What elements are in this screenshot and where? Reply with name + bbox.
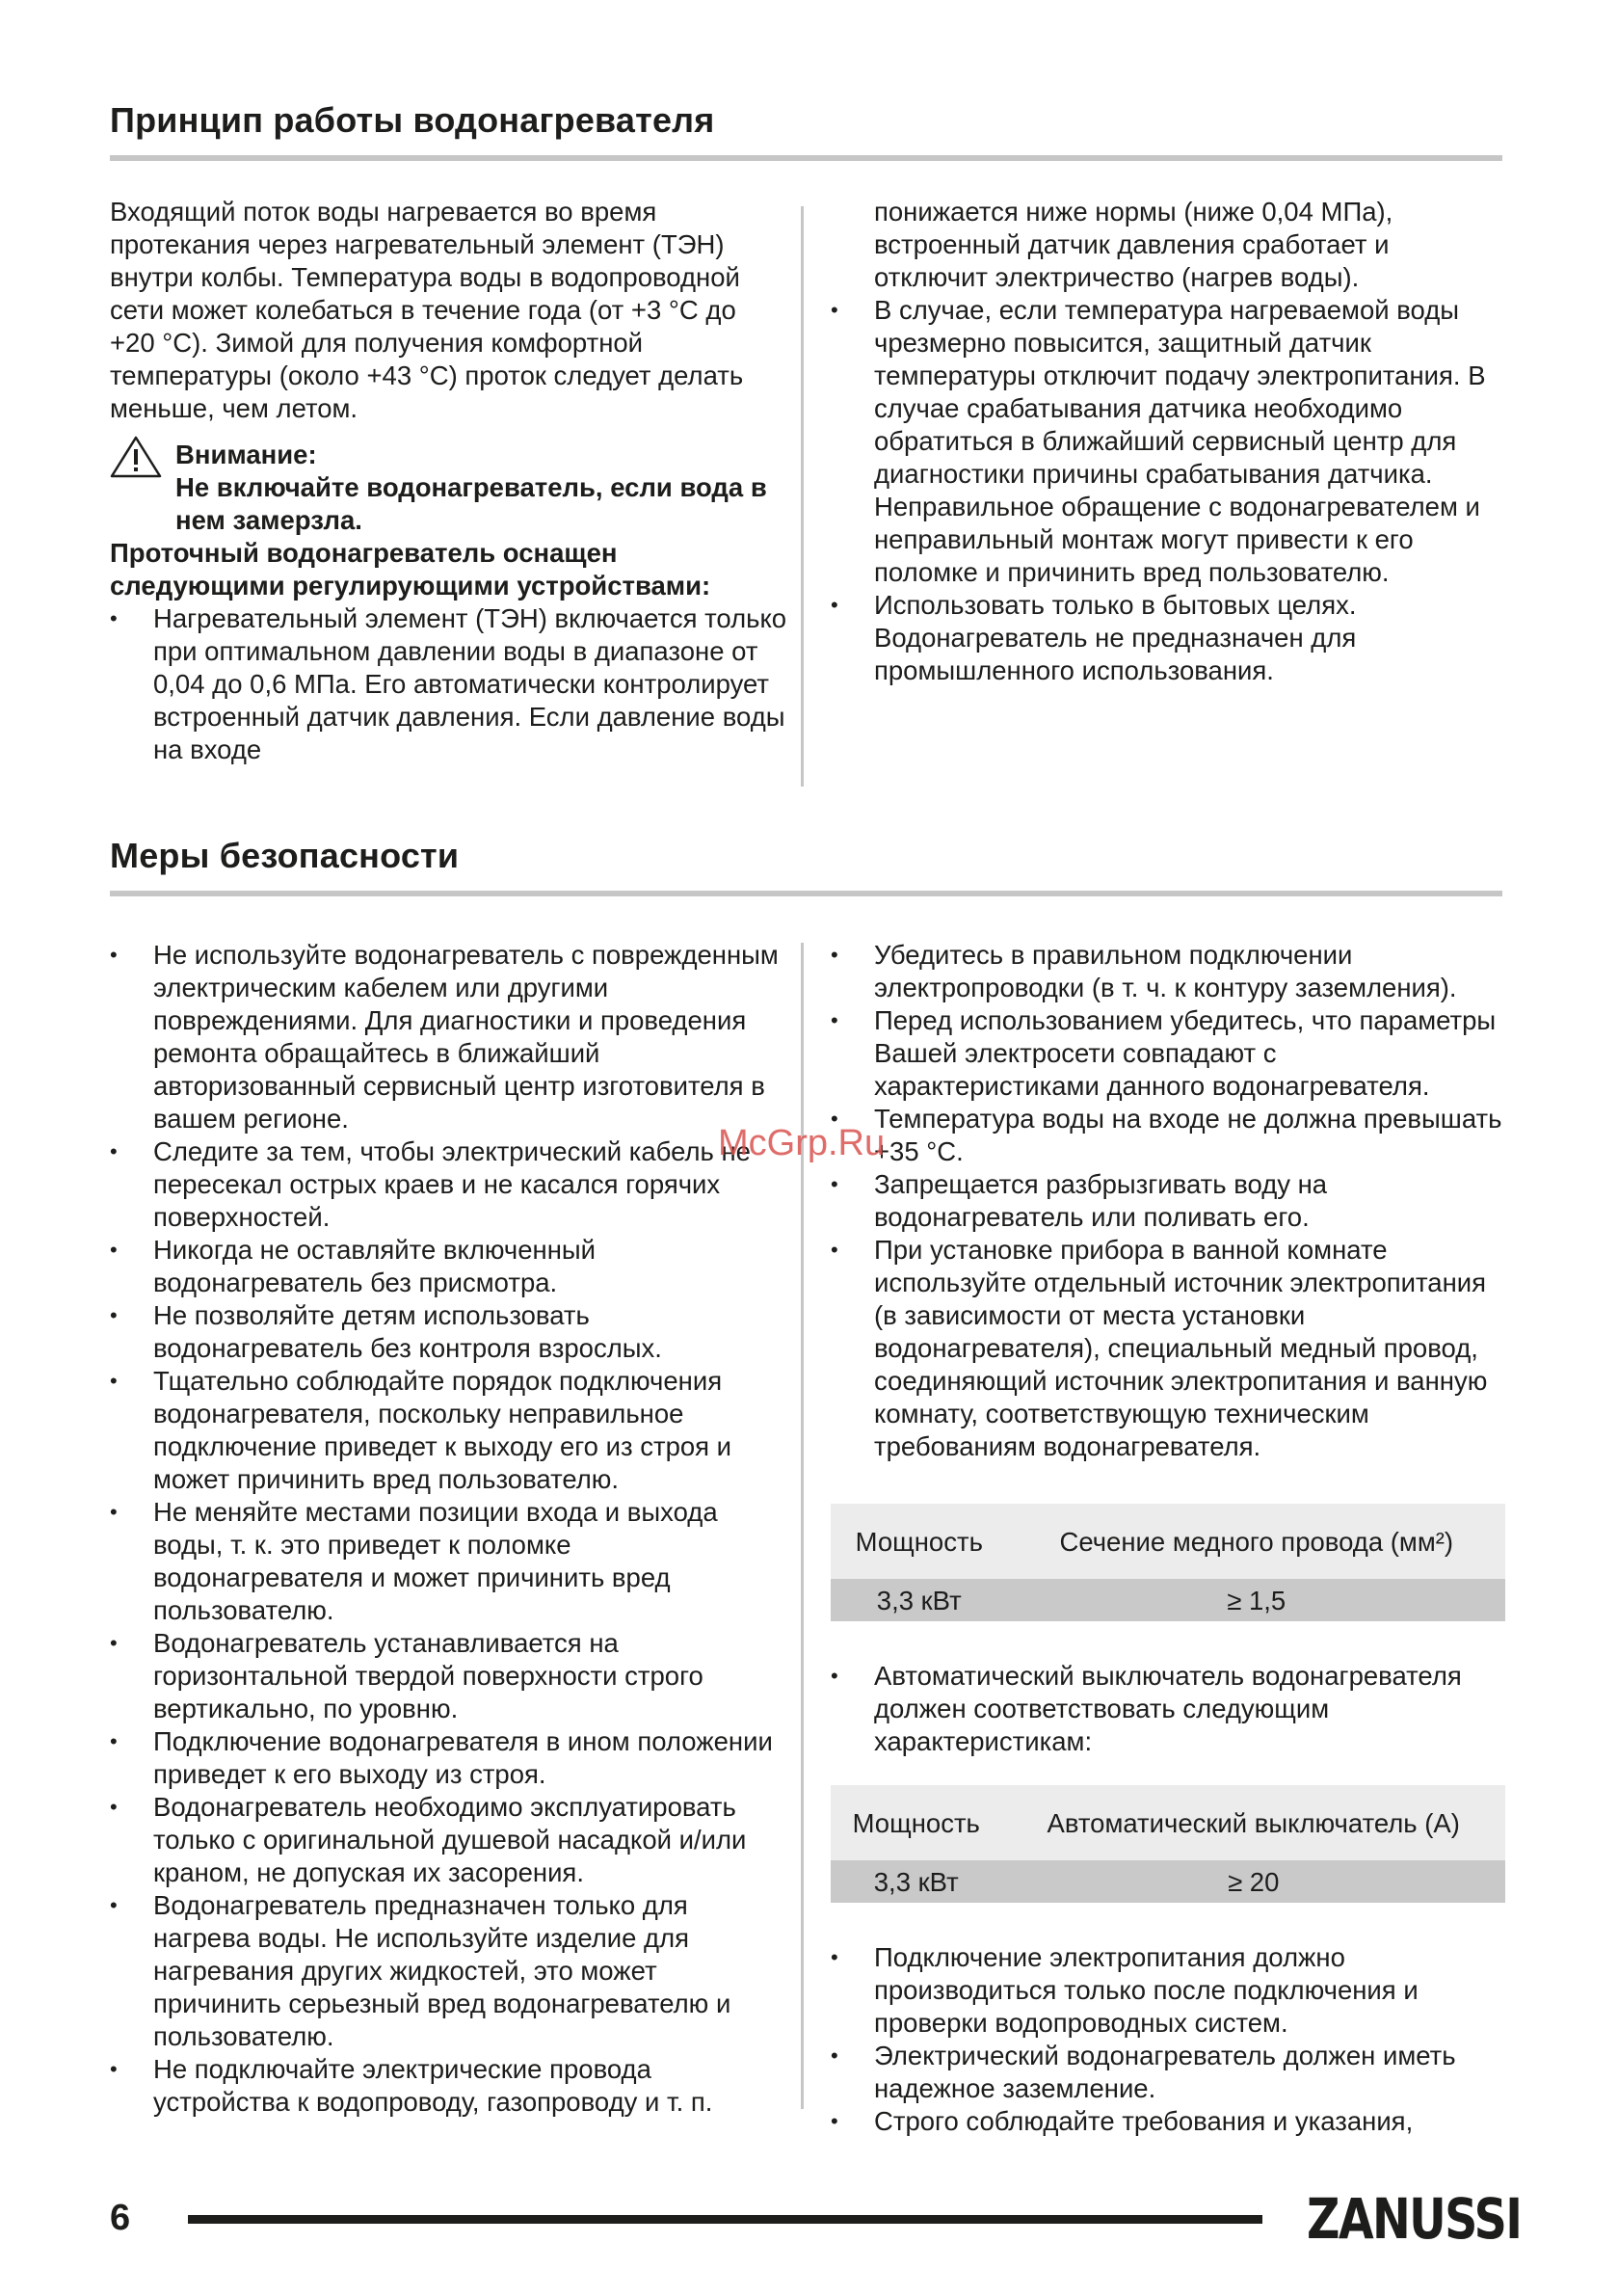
table-header-row: [831, 1504, 1505, 1579]
safety-list-right: [831, 939, 1508, 1463]
list-item: • Автоматический выключатель водонагревателя должен соответствовать следующим характеристикам:: [831, 1660, 1508, 1758]
table-header-power: Мощность: [831, 1504, 1008, 1579]
table-header-breaker: Автоматический выключатель (А): [1001, 1785, 1505, 1860]
column-divider: [801, 943, 804, 2109]
list-item: • Не меняйте местами позиции входа и выхода воды, т. к. это приведет к поломке водонагревателя и может причинить вред пользователю.: [110, 1496, 788, 1627]
list-item: • Электрический водонагреватель должен иметь надежное заземление.: [831, 2040, 1508, 2105]
section-rule: [110, 891, 1502, 896]
brand-logo: ZANUSSI: [1307, 2186, 1522, 2252]
safety-left-column: [110, 939, 788, 2119]
continuation-text: понижается ниже нормы (ниже 0,04 МПа), встроенный датчик давления сработает и отключит электричество (нагрев воды).: [874, 197, 1393, 292]
watermark: McGrp.Ru: [718, 1123, 886, 1163]
table-cell-breaker: ≥ 20: [1001, 1860, 1505, 1903]
wire-section-table: [831, 1504, 1505, 1621]
safety-list-right-continued: [831, 1941, 1508, 2138]
list-item: • Использовать только в бытовых целях. Водонагреватель не предназначен для промышленного использования.: [831, 589, 1508, 687]
list-item: • Запрещается разбрызгивать воду на водонагреватель или поливать его.: [831, 1168, 1508, 1234]
breaker-table: [831, 1785, 1505, 1903]
list-item: • Не позволяйте детям использовать водонагреватель без контроля взрослых.: [110, 1299, 788, 1365]
list-item: • Водонагреватель устанавливается на горизонтальной твердой поверхности строго вертикально, по уровню.: [110, 1627, 788, 1725]
intro-paragraph: Входящий поток воды нагревается во время протекания через нагревательный элемент (ТЭН) внутри колбы. Температура воды в водопроводной сети может колебаться в течение года (от +3 °C до +20 °C). Зимой для получения комфортной температуры (около +43 °C) проток следует делать меньше, чем летом.: [110, 197, 744, 423]
warning-icon: [110, 435, 162, 479]
list-item: • Убедитесь в правильном подключении электропроводки (в т. ч. к контуру заземления).: [831, 939, 1508, 1004]
safety-right-column: [831, 939, 1508, 2138]
warning-block: [110, 439, 788, 537]
footer-rule: [188, 2215, 1262, 2224]
breaker-list: [831, 1660, 1508, 1758]
list-item: • Никогда не оставляйте включенный водонагреватель без присмотра.: [110, 1234, 788, 1299]
table-cell-power: 3,3 кВт: [831, 1860, 1001, 1903]
section-title-safety: Меры безопасности: [110, 836, 460, 875]
list-item: • Нагревательный элемент (ТЭН) включается только при оптимальном давлении воды в диапазоне от 0,04 до 0,6 МПа. Его автоматически контролирует встроенный датчик давления. Если давление воды на входе: [110, 602, 788, 766]
table-cell-power: 3,3 кВт: [831, 1579, 1008, 1621]
list-item: • Не используйте водонагреватель с поврежденным электрическим кабелем или другими повреждениями. Для диагностики и проведения ремонта обращайтесь в ближайший авторизованный сервисный центр изготовителя в вашем регионе.: [110, 939, 788, 1135]
page-number: 6: [110, 2198, 131, 2238]
table-cell-wire-section: ≥ 1,5: [1008, 1579, 1505, 1621]
list-item: • Тщательно соблюдайте порядок подключения водонагревателя, поскольку неправильное подключение приведет к выходу его из строя и может причинить вред пользователю.: [110, 1365, 788, 1496]
table-header-power: Мощность: [831, 1785, 1001, 1860]
section-title-principle: Принцип работы водонагревателя: [110, 100, 715, 140]
devices-heading: Проточный водонагреватель оснащен следующими регулирующими устройствами:: [110, 538, 711, 601]
list-item: • Перед использованием убедитесь, что параметры Вашей электросети совпадают с характеристиками данного водонагревателя.: [831, 1004, 1508, 1103]
table-header-row: [831, 1785, 1505, 1860]
table-row: [831, 1579, 1505, 1621]
principle-right-column: [831, 196, 1508, 687]
devices-list: [110, 602, 788, 766]
principle-left-column: [110, 196, 788, 766]
warning-label: Внимание:: [175, 440, 317, 469]
list-item: • Водонагреватель необходимо эксплуатировать только с оригинальной душевой насадкой и/или краном, не допуская их засорения.: [110, 1791, 788, 1889]
list-item: • В случае, если температура нагреваемой воды чрезмерно повысится, защитный датчик температуры отключит подачу электропитания. В случае срабатывания датчика необходимо обратиться в ближайший сервисный центр для диагностики причины срабатывания датчика. Неправильное обращение с водонагревателем и неправильный монтаж могут привести к его поломке и причинить вред пользователю.: [831, 294, 1508, 589]
list-item: • Не подключайте электрические провода устройства к водопроводу, газопроводу и т. п.: [110, 2053, 788, 2119]
list-item: • Подключение электропитания должно производиться только после подключения и проверки водопроводных систем.: [831, 1941, 1508, 2040]
list-item: • Водонагреватель предназначен только для нагрева воды. Не используйте изделие для нагревания других жидкостей, это может причинить серьезный вред водонагревателю и пользователю.: [110, 1889, 788, 2053]
list-item: • Температура воды на входе не должна превышать +35 °C.: [831, 1103, 1508, 1168]
devices-list-continued: [831, 294, 1508, 687]
list-item: • Подключение водонагревателя в ином положении приведет к его выходу из строя.: [110, 1725, 788, 1791]
section-rule: [110, 155, 1502, 161]
list-item: • При установке прибора в ванной комнате используйте отдельный источник электропитания (в зависимости от места установки водонагревателя), специальный медный провод, соединяющий источник электропитания и ванную комнату, соответствующую техническим требованиям водонагревателя.: [831, 1234, 1508, 1463]
safety-list-left: [110, 939, 788, 2119]
table-row: [831, 1860, 1505, 1903]
list-item: • Строго соблюдайте требования и указания,: [831, 2105, 1508, 2138]
warning-text: Не включайте водонагреватель, если вода в нем замерзла.: [175, 472, 767, 535]
table-header-wire-section: Сечение медного провода (мм²): [1008, 1504, 1505, 1579]
list-item: • Следите за тем, чтобы электрический кабель не пересекал острых краев и не касался горячих поверхностей.: [110, 1135, 788, 1234]
column-divider: [801, 206, 804, 787]
